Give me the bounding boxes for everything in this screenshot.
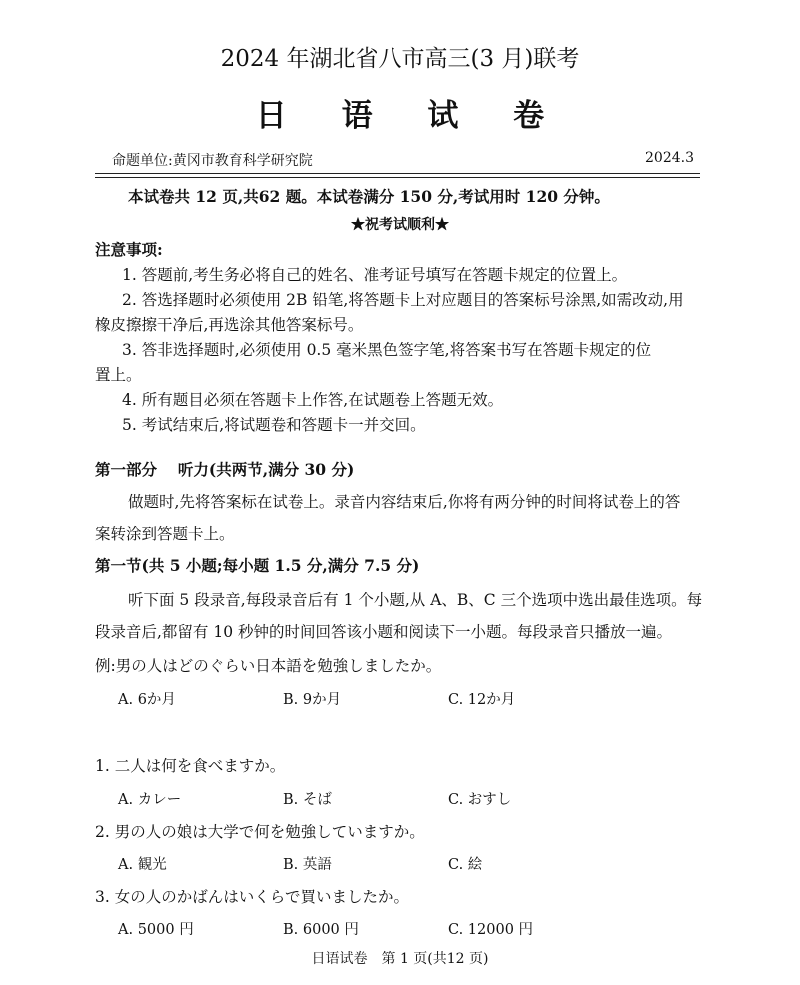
q2-option-b: B. 英語 [283, 857, 332, 873]
page-footer: 日语试卷 第 1 页(共12 页) [311, 951, 489, 967]
issuing-unit: 命题单位:黄冈市教育科学研究院 [112, 153, 313, 169]
exam-title: 2024 年湖北省八市高三(3 月)联考 [220, 46, 580, 72]
note-item-continuation: 橡皮擦擦干净后,再选涂其他答案标号。 [95, 316, 364, 334]
note-item: 1. 答题前,考生务必将自己的姓名、准考证号填写在答题卡规定的位置上。 [122, 266, 628, 284]
exam-summary: 本试卷共 12 页,共62 题。本试卷满分 150 分,考试用时 120 分钟。 [128, 187, 610, 206]
q3-option-c: C. 12000 円 [448, 922, 534, 938]
example-question: 例:男の人はどのぐらい日本語を勉強しましたか。 [95, 657, 442, 675]
example-option-a: A. 6か月 [118, 692, 176, 708]
q3-option-b: B. 6000 円 [283, 922, 359, 938]
q2-option-c: C. 絵 [448, 857, 483, 873]
example-option-b: B. 9か月 [283, 692, 342, 708]
note-item: 4. 所有题目必须在答题卡上作答,在试题卷上答题无效。 [122, 391, 504, 409]
q1-option-c: C. おすし [448, 792, 512, 808]
header-divider-top [95, 173, 700, 174]
part1-heading: 第一部分 听力(共两节,满分 30 分) [95, 460, 355, 479]
note-item: 5. 考试结束后,将试题卷和答题卡一并交回。 [122, 416, 426, 434]
note-item-continuation: 置上。 [95, 366, 142, 384]
q1-option-b: B. そば [283, 792, 332, 808]
section1-instruction-line: 听下面 5 段录音,每段录音后有 1 个小题,从 A、B、C 三个选项中选出最佳选项。每 [128, 591, 703, 609]
part1-intro-line: 案转涂到答题卡上。 [95, 525, 235, 543]
notes-title: 注意事项: [95, 240, 163, 259]
note-item: 2. 答选择题时必须使用 2B 铅笔,将答题卡上对应题目的答案标号涂黑,如需改动,用 [122, 291, 684, 309]
question-2: 2. 男の人の娘は大学で何を勉強していますか。 [95, 823, 425, 841]
note-item: 3. 答非选择题时,必须使用 0.5 毫米黑色签字笔,将答案书写在答题卡规定的位 [122, 341, 652, 359]
q3-option-a: A. 5000 円 [118, 922, 194, 938]
q2-option-a: A. 観光 [118, 857, 167, 873]
header-divider-bottom [95, 177, 700, 178]
section1-heading: 第一节(共 5 小题;每小题 1.5 分,满分 7.5 分) [95, 556, 420, 575]
part1-intro-line: 做题时,先将答案标在试卷上。录音内容结束后,你将有两分钟的时间将试卷上的答 [128, 493, 681, 511]
example-option-c: C. 12か月 [448, 692, 516, 708]
section1-instruction-line: 段录音后,都留有 10 秒钟的时间回答该小题和阅读下一小题。每段录音只播放一遍。 [95, 623, 673, 641]
subject-title: 日 语 试 卷 [255, 98, 567, 134]
good-luck-wish: ★祝考试顺利★ [351, 217, 449, 233]
q1-option-a: A. カレー [118, 792, 182, 808]
exam-date: 2024.3 [645, 150, 694, 166]
question-1: 1. 二人は何を食べますか。 [95, 757, 286, 775]
question-3: 3. 女の人のかばんはいくらで買いましたか。 [95, 888, 410, 906]
